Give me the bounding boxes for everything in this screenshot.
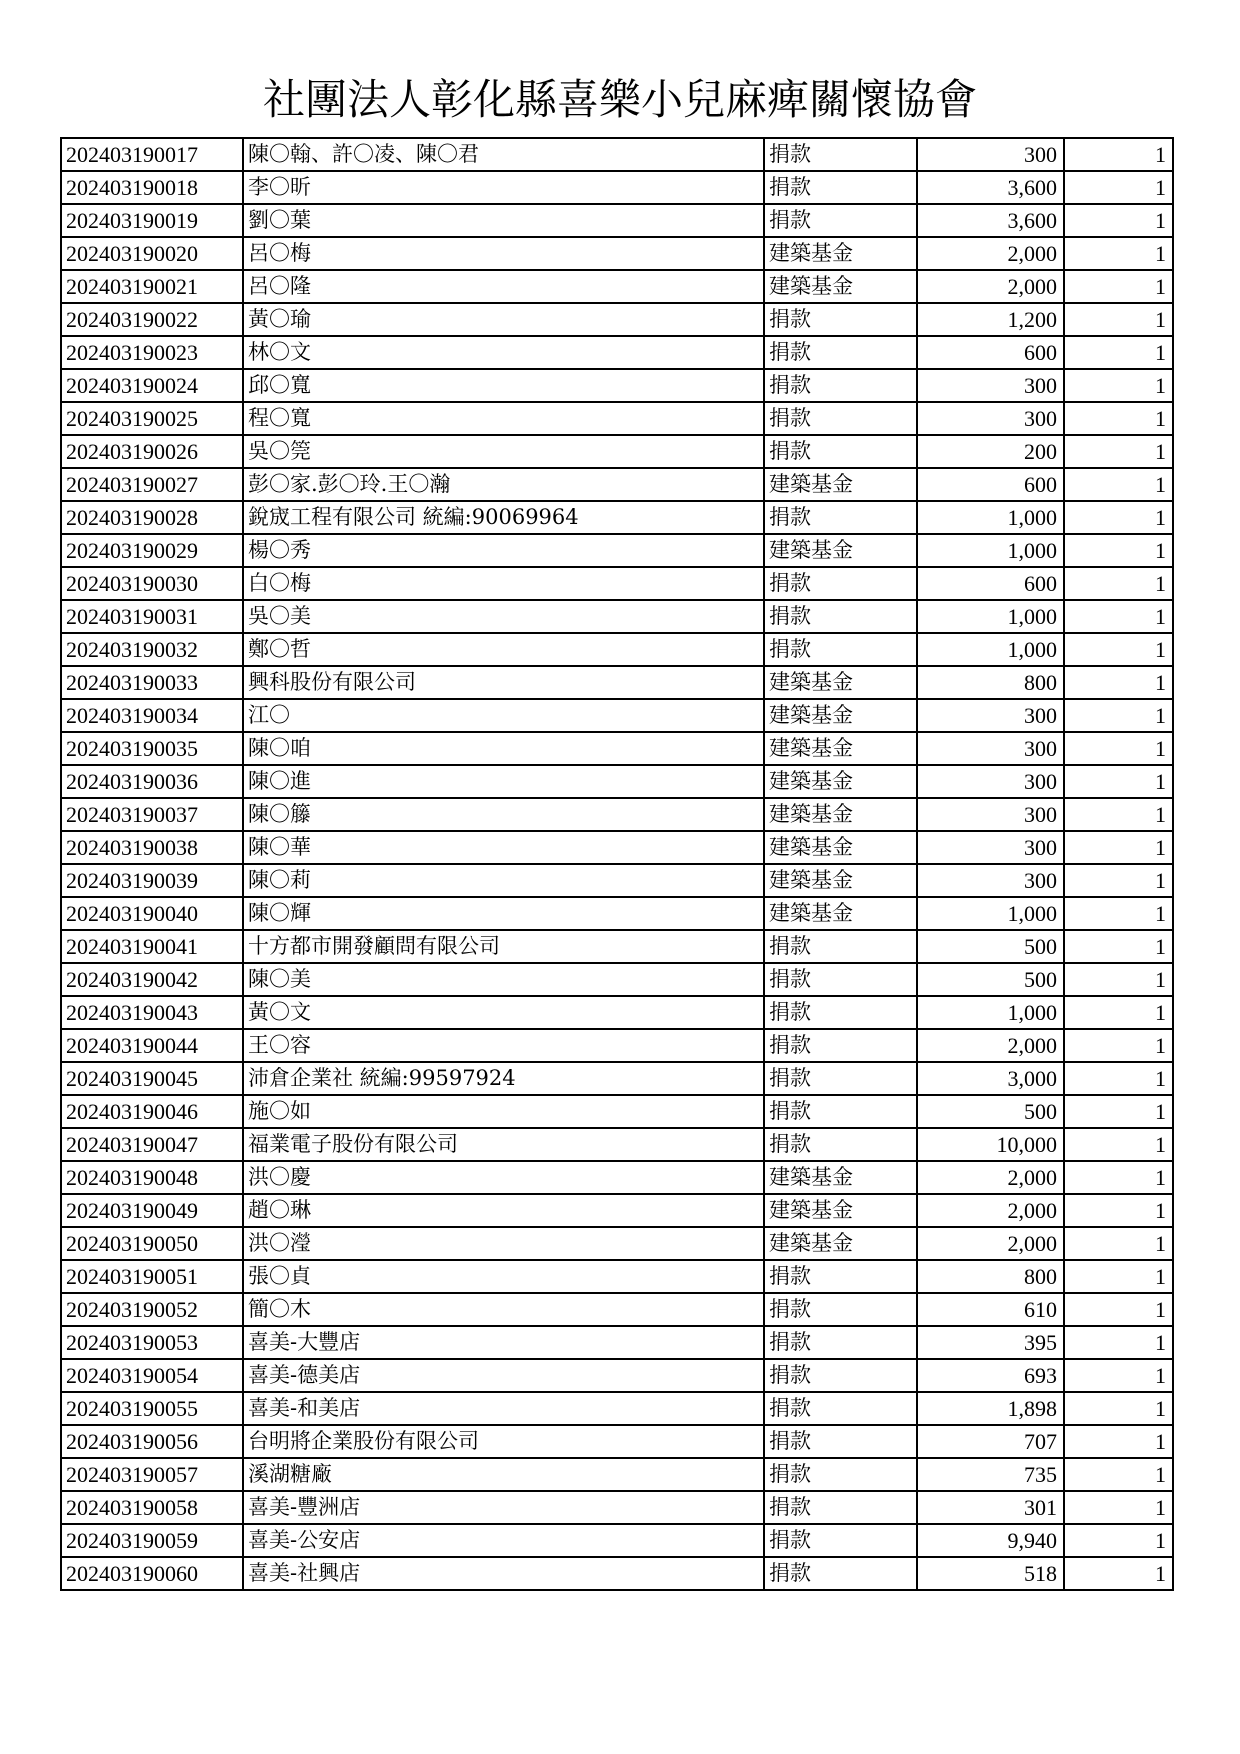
donation-type-cell: 建築基金: [764, 666, 917, 699]
amount-cell: 735: [917, 1458, 1064, 1491]
donor-name-cell: 楊〇秀: [243, 534, 764, 567]
table-row: [61, 897, 1173, 930]
donation-type-cell: 建築基金: [764, 897, 917, 930]
donation-type-cell: 捐款: [764, 930, 917, 963]
count-cell: 1: [1064, 930, 1173, 963]
receipt-number-cell: 202403190055: [61, 1392, 243, 1425]
receipt-number-cell: 202403190021: [61, 270, 243, 303]
count-cell: 1: [1064, 666, 1173, 699]
donation-type-cell: 建築基金: [764, 468, 917, 501]
table-row: [61, 963, 1173, 996]
receipt-number-cell: 202403190048: [61, 1161, 243, 1194]
donor-name-cell: 邱〇寬: [243, 369, 764, 402]
donation-type-cell: 捐款: [764, 1062, 917, 1095]
receipt-number-cell: 202403190027: [61, 468, 243, 501]
amount-cell: 300: [917, 369, 1064, 402]
receipt-number-cell: 202403190056: [61, 1425, 243, 1458]
donor-name-cell: 陳〇輝: [243, 897, 764, 930]
receipt-number-cell: 202403190052: [61, 1293, 243, 1326]
count-cell: 1: [1064, 303, 1173, 336]
count-cell: 1: [1064, 435, 1173, 468]
count-cell: 1: [1064, 1359, 1173, 1392]
amount-cell: 1,000: [917, 996, 1064, 1029]
donation-type-cell: 捐款: [764, 1260, 917, 1293]
count-cell: 1: [1064, 1425, 1173, 1458]
count-cell: 1: [1064, 798, 1173, 831]
donation-type-cell: 捐款: [764, 1326, 917, 1359]
receipt-number-cell: 202403190046: [61, 1095, 243, 1128]
count-cell: 1: [1064, 1194, 1173, 1227]
table-row: [61, 1491, 1173, 1524]
donation-type-cell: 建築基金: [764, 798, 917, 831]
amount-cell: 800: [917, 666, 1064, 699]
count-cell: 1: [1064, 369, 1173, 402]
amount-cell: 2,000: [917, 270, 1064, 303]
donor-name-cell: 洪〇慶: [243, 1161, 764, 1194]
table-row: [61, 600, 1173, 633]
amount-cell: 300: [917, 765, 1064, 798]
donor-name-cell: 喜美-社興店: [243, 1557, 764, 1590]
amount-cell: 500: [917, 1095, 1064, 1128]
count-cell: 1: [1064, 765, 1173, 798]
receipt-number-cell: 202403190034: [61, 699, 243, 732]
donation-table-body: [61, 138, 1173, 1590]
receipt-number-cell: 202403190029: [61, 534, 243, 567]
receipt-number-cell: 202403190037: [61, 798, 243, 831]
amount-cell: 9,940: [917, 1524, 1064, 1557]
count-cell: 1: [1064, 897, 1173, 930]
donation-type-cell: 捐款: [764, 204, 917, 237]
donor-name-cell: 興科股份有限公司: [243, 666, 764, 699]
donation-type-cell: 捐款: [764, 600, 917, 633]
donor-name-cell: 陳〇籐: [243, 798, 764, 831]
count-cell: 1: [1064, 204, 1173, 237]
receipt-number-cell: 202403190042: [61, 963, 243, 996]
table-row: [61, 633, 1173, 666]
donation-type-cell: 捐款: [764, 303, 917, 336]
amount-cell: 300: [917, 138, 1064, 171]
count-cell: 1: [1064, 138, 1173, 171]
donor-name-cell: 呂〇梅: [243, 237, 764, 270]
donation-type-cell: 捐款: [764, 369, 917, 402]
table-row: [61, 567, 1173, 600]
count-cell: 1: [1064, 732, 1173, 765]
table-row: [61, 864, 1173, 897]
count-cell: 1: [1064, 1524, 1173, 1557]
donor-name-cell: 程〇寬: [243, 402, 764, 435]
donation-type-cell: 建築基金: [764, 831, 917, 864]
table-row: [61, 1293, 1173, 1326]
receipt-number-cell: 202403190039: [61, 864, 243, 897]
count-cell: 1: [1064, 1557, 1173, 1590]
donation-type-cell: 建築基金: [764, 699, 917, 732]
amount-cell: 1,000: [917, 600, 1064, 633]
table-row: [61, 1062, 1173, 1095]
donor-name-cell: 陳〇莉: [243, 864, 764, 897]
receipt-number-cell: 202403190045: [61, 1062, 243, 1095]
count-cell: 1: [1064, 1260, 1173, 1293]
count-cell: 1: [1064, 1161, 1173, 1194]
donor-name-cell: 黃〇瑜: [243, 303, 764, 336]
amount-cell: 2,000: [917, 1161, 1064, 1194]
table-row: [61, 1128, 1173, 1161]
receipt-number-cell: 202403190024: [61, 369, 243, 402]
receipt-number-cell: 202403190051: [61, 1260, 243, 1293]
donor-name-cell: 銳宬工程有限公司 統編:90069964: [243, 501, 764, 534]
amount-cell: 2,000: [917, 237, 1064, 270]
receipt-number-cell: 202403190040: [61, 897, 243, 930]
table-row: [61, 1524, 1173, 1557]
table-row: [61, 1194, 1173, 1227]
count-cell: 1: [1064, 1128, 1173, 1161]
receipt-number-cell: 202403190054: [61, 1359, 243, 1392]
donor-name-cell: 彭〇家.彭〇玲.王〇瀚: [243, 468, 764, 501]
count-cell: 1: [1064, 1029, 1173, 1062]
table-row: [61, 171, 1173, 204]
donor-name-cell: 李〇昕: [243, 171, 764, 204]
table-row: [61, 1161, 1173, 1194]
count-cell: 1: [1064, 270, 1173, 303]
table-row: [61, 996, 1173, 1029]
table-row: [61, 1458, 1173, 1491]
amount-cell: 2,000: [917, 1194, 1064, 1227]
table-row: [61, 1095, 1173, 1128]
receipt-number-cell: 202403190026: [61, 435, 243, 468]
receipt-number-cell: 202403190050: [61, 1227, 243, 1260]
receipt-number-cell: 202403190047: [61, 1128, 243, 1161]
receipt-number-cell: 202403190059: [61, 1524, 243, 1557]
donation-type-cell: 建築基金: [764, 270, 917, 303]
receipt-number-cell: 202403190020: [61, 237, 243, 270]
table-row: [61, 930, 1173, 963]
count-cell: 1: [1064, 237, 1173, 270]
donation-type-cell: 捐款: [764, 138, 917, 171]
table-row: [61, 501, 1173, 534]
count-cell: 1: [1064, 567, 1173, 600]
receipt-number-cell: 202403190030: [61, 567, 243, 600]
donation-type-cell: 捐款: [764, 1029, 917, 1062]
donation-type-cell: 建築基金: [764, 765, 917, 798]
receipt-number-cell: 202403190025: [61, 402, 243, 435]
receipt-number-cell: 202403190032: [61, 633, 243, 666]
donor-name-cell: 陳〇咱: [243, 732, 764, 765]
amount-cell: 500: [917, 930, 1064, 963]
count-cell: 1: [1064, 996, 1173, 1029]
amount-cell: 300: [917, 831, 1064, 864]
table-row: [61, 435, 1173, 468]
amount-cell: 1,000: [917, 897, 1064, 930]
table-row: [61, 402, 1173, 435]
donor-name-cell: 陳〇翰、許〇凌、陳〇君: [243, 138, 764, 171]
donor-name-cell: 林〇文: [243, 336, 764, 369]
donation-type-cell: 捐款: [764, 567, 917, 600]
amount-cell: 300: [917, 699, 1064, 732]
amount-cell: 2,000: [917, 1029, 1064, 1062]
donation-type-cell: 捐款: [764, 1359, 917, 1392]
count-cell: 1: [1064, 1062, 1173, 1095]
amount-cell: 1,200: [917, 303, 1064, 336]
receipt-number-cell: 202403190049: [61, 1194, 243, 1227]
donor-name-cell: 王〇容: [243, 1029, 764, 1062]
table-row: [61, 534, 1173, 567]
donor-name-cell: 張〇貞: [243, 1260, 764, 1293]
amount-cell: 1,898: [917, 1392, 1064, 1425]
donation-type-cell: 建築基金: [764, 237, 917, 270]
page-title: 社團法人彰化縣喜樂小兒麻痺關懷協會: [262, 75, 977, 124]
amount-cell: 2,000: [917, 1227, 1064, 1260]
count-cell: 1: [1064, 600, 1173, 633]
amount-cell: 707: [917, 1425, 1064, 1458]
donor-name-cell: 溪湖糖廠: [243, 1458, 764, 1491]
donation-type-cell: 建築基金: [764, 1227, 917, 1260]
donor-name-cell: 喜美-公安店: [243, 1524, 764, 1557]
donor-name-cell: 吳〇筦: [243, 435, 764, 468]
amount-cell: 3,600: [917, 204, 1064, 237]
table-row: [61, 1326, 1173, 1359]
count-cell: 1: [1064, 171, 1173, 204]
receipt-number-cell: 202403190017: [61, 138, 243, 171]
table-row: [61, 204, 1173, 237]
donor-name-cell: 黃〇文: [243, 996, 764, 1029]
table-row: [61, 666, 1173, 699]
receipt-number-cell: 202403190058: [61, 1491, 243, 1524]
receipt-number-cell: 202403190038: [61, 831, 243, 864]
donation-type-cell: 捐款: [764, 402, 917, 435]
amount-cell: 600: [917, 336, 1064, 369]
donation-type-cell: 建築基金: [764, 1194, 917, 1227]
count-cell: 1: [1064, 1458, 1173, 1491]
donation-table: [60, 137, 1174, 1591]
amount-cell: 300: [917, 864, 1064, 897]
donation-type-cell: 捐款: [764, 1557, 917, 1590]
donor-name-cell: 施〇如: [243, 1095, 764, 1128]
donor-name-cell: 呂〇隆: [243, 270, 764, 303]
donor-name-cell: 洪〇瀅: [243, 1227, 764, 1260]
donor-name-cell: 白〇梅: [243, 567, 764, 600]
donation-type-cell: 捐款: [764, 1392, 917, 1425]
receipt-number-cell: 202403190043: [61, 996, 243, 1029]
receipt-number-cell: 202403190053: [61, 1326, 243, 1359]
count-cell: 1: [1064, 1326, 1173, 1359]
count-cell: 1: [1064, 501, 1173, 534]
count-cell: 1: [1064, 864, 1173, 897]
donor-name-cell: 陳〇美: [243, 963, 764, 996]
table-row: [61, 1260, 1173, 1293]
donor-name-cell: 喜美-德美店: [243, 1359, 764, 1392]
donor-name-cell: 鄭〇哲: [243, 633, 764, 666]
receipt-number-cell: 202403190044: [61, 1029, 243, 1062]
donation-type-cell: 捐款: [764, 336, 917, 369]
receipt-number-cell: 202403190018: [61, 171, 243, 204]
table-row: [61, 1227, 1173, 1260]
donor-name-cell: 江〇: [243, 699, 764, 732]
donation-type-cell: 捐款: [764, 1293, 917, 1326]
count-cell: 1: [1064, 633, 1173, 666]
donor-name-cell: 簡〇木: [243, 1293, 764, 1326]
count-cell: 1: [1064, 1293, 1173, 1326]
donation-type-cell: 捐款: [764, 633, 917, 666]
table-row: [61, 369, 1173, 402]
donor-name-cell: 福業電子股份有限公司: [243, 1128, 764, 1161]
donation-type-cell: 建築基金: [764, 534, 917, 567]
count-cell: 1: [1064, 1392, 1173, 1425]
receipt-number-cell: 202403190022: [61, 303, 243, 336]
donation-type-cell: 建築基金: [764, 864, 917, 897]
table-row: [61, 138, 1173, 171]
table-row: [61, 1029, 1173, 1062]
amount-cell: 518: [917, 1557, 1064, 1590]
receipt-number-cell: 202403190036: [61, 765, 243, 798]
donor-name-cell: 趙〇琳: [243, 1194, 764, 1227]
receipt-number-cell: 202403190033: [61, 666, 243, 699]
donation-type-cell: 建築基金: [764, 732, 917, 765]
donor-name-cell: 劉〇葉: [243, 204, 764, 237]
donation-type-cell: 捐款: [764, 1095, 917, 1128]
count-cell: 1: [1064, 1491, 1173, 1524]
amount-cell: 600: [917, 468, 1064, 501]
amount-cell: 610: [917, 1293, 1064, 1326]
table-row: [61, 270, 1173, 303]
count-cell: 1: [1064, 336, 1173, 369]
donor-name-cell: 台明將企業股份有限公司: [243, 1425, 764, 1458]
receipt-number-cell: 202403190035: [61, 732, 243, 765]
donor-name-cell: 吳〇美: [243, 600, 764, 633]
receipt-number-cell: 202403190031: [61, 600, 243, 633]
count-cell: 1: [1064, 534, 1173, 567]
receipt-number-cell: 202403190060: [61, 1557, 243, 1590]
table-row: [61, 237, 1173, 270]
table-row: [61, 336, 1173, 369]
donation-type-cell: 捐款: [764, 1425, 917, 1458]
donation-type-cell: 捐款: [764, 1491, 917, 1524]
table-row: [61, 468, 1173, 501]
receipt-number-cell: 202403190041: [61, 930, 243, 963]
donor-name-cell: 喜美-豐洲店: [243, 1491, 764, 1524]
table-row: [61, 765, 1173, 798]
table-row: [61, 1392, 1173, 1425]
donor-name-cell: 陳〇華: [243, 831, 764, 864]
donor-name-cell: 十方都市開發顧問有限公司: [243, 930, 764, 963]
donation-type-cell: 捐款: [764, 1458, 917, 1491]
amount-cell: 1,000: [917, 534, 1064, 567]
receipt-number-cell: 202403190019: [61, 204, 243, 237]
amount-cell: 1,000: [917, 633, 1064, 666]
donor-name-cell: 沛倉企業社 統編:99597924: [243, 1062, 764, 1095]
donation-type-cell: 捐款: [764, 435, 917, 468]
donation-type-cell: 捐款: [764, 963, 917, 996]
table-row: [61, 303, 1173, 336]
donation-type-cell: 捐款: [764, 1524, 917, 1557]
amount-cell: 300: [917, 732, 1064, 765]
amount-cell: 3,600: [917, 171, 1064, 204]
amount-cell: 10,000: [917, 1128, 1064, 1161]
donor-name-cell: 喜美-和美店: [243, 1392, 764, 1425]
table-row: [61, 1425, 1173, 1458]
amount-cell: 1,000: [917, 501, 1064, 534]
amount-cell: 500: [917, 963, 1064, 996]
amount-cell: 395: [917, 1326, 1064, 1359]
donation-type-cell: 建築基金: [764, 1161, 917, 1194]
count-cell: 1: [1064, 468, 1173, 501]
amount-cell: 693: [917, 1359, 1064, 1392]
amount-cell: 300: [917, 798, 1064, 831]
amount-cell: 200: [917, 435, 1064, 468]
amount-cell: 301: [917, 1491, 1064, 1524]
receipt-number-cell: 202403190028: [61, 501, 243, 534]
receipt-number-cell: 202403190057: [61, 1458, 243, 1491]
receipt-number-cell: 202403190023: [61, 336, 243, 369]
donation-type-cell: 捐款: [764, 996, 917, 1029]
donor-name-cell: 陳〇進: [243, 765, 764, 798]
amount-cell: 800: [917, 1260, 1064, 1293]
table-row: [61, 831, 1173, 864]
table-row: [61, 1557, 1173, 1590]
donation-type-cell: 捐款: [764, 171, 917, 204]
count-cell: 1: [1064, 1227, 1173, 1260]
amount-cell: 3,000: [917, 1062, 1064, 1095]
amount-cell: 600: [917, 567, 1064, 600]
donation-type-cell: 捐款: [764, 501, 917, 534]
amount-cell: 300: [917, 402, 1064, 435]
donation-type-cell: 捐款: [764, 1128, 917, 1161]
count-cell: 1: [1064, 402, 1173, 435]
table-row: [61, 1359, 1173, 1392]
count-cell: 1: [1064, 699, 1173, 732]
table-row: [61, 732, 1173, 765]
table-row: [61, 798, 1173, 831]
donor-name-cell: 喜美-大豐店: [243, 1326, 764, 1359]
count-cell: 1: [1064, 963, 1173, 996]
table-row: [61, 699, 1173, 732]
count-cell: 1: [1064, 831, 1173, 864]
count-cell: 1: [1064, 1095, 1173, 1128]
